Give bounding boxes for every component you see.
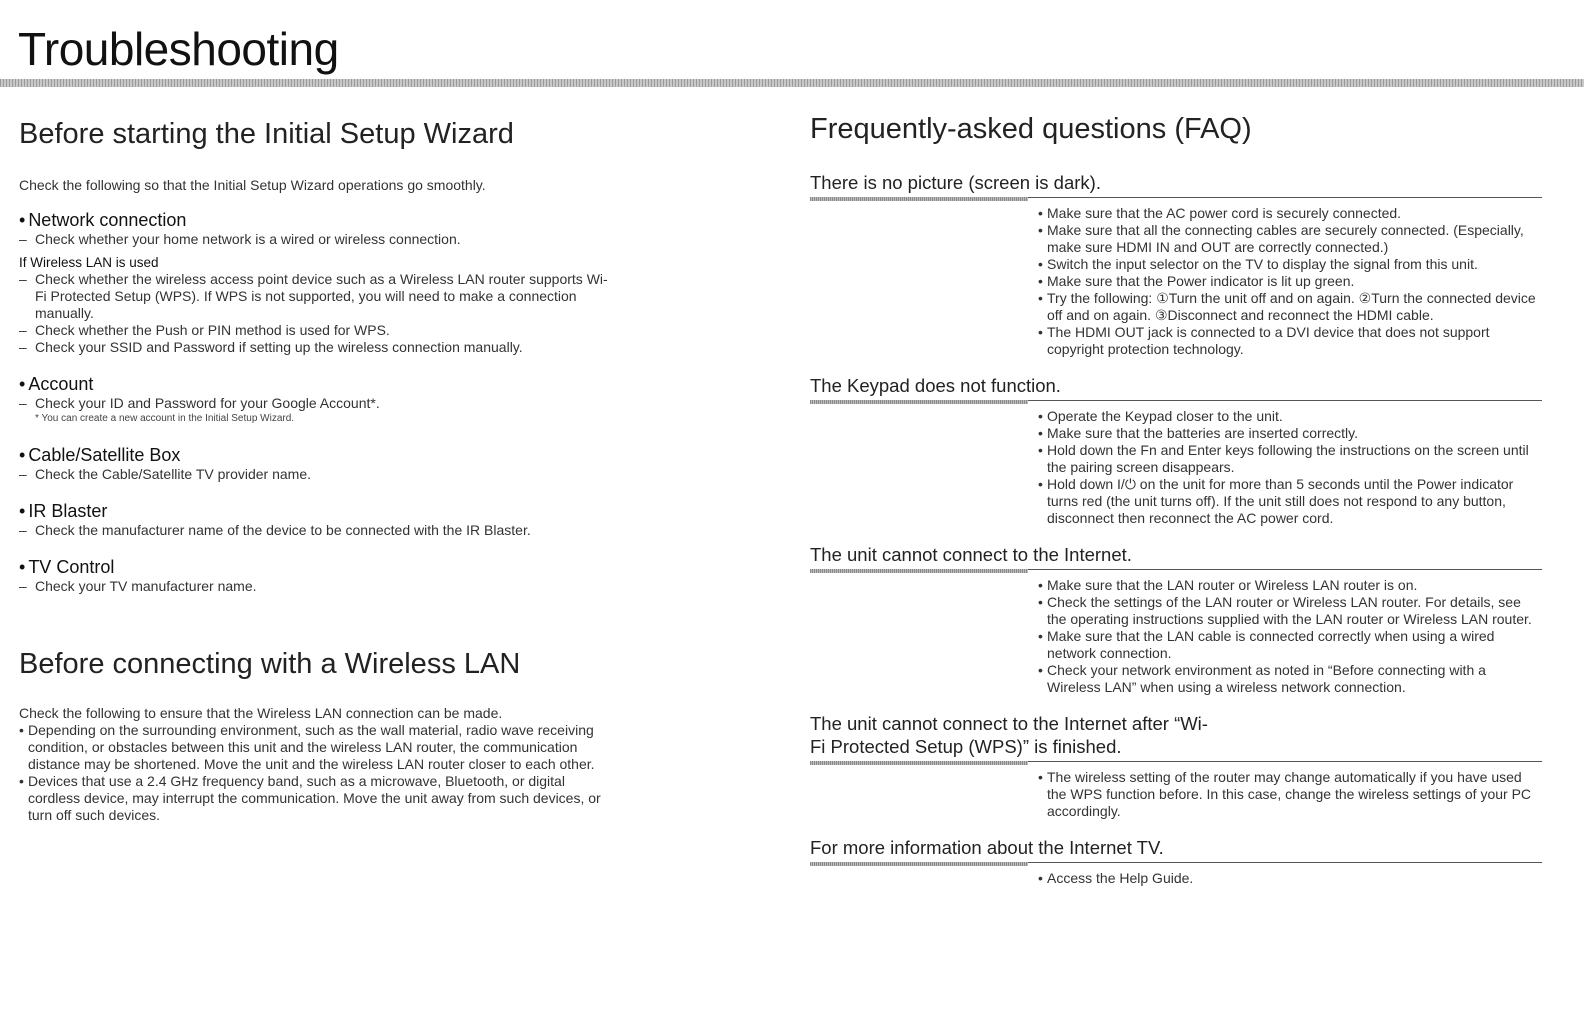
faq-answer: • Hold down I/⏻ on the unit for more than 5 seconds until the Power indicator turns red (the unit turns off). If the unit still does not respond to any button, disconnect then reconnect the AC power cord. — [1038, 476, 1542, 527]
faq-divider — [810, 569, 1542, 573]
wireless-note: • Depending on the surrounding environment, such as the wall material, radio wave receiving condition, or obstacles between this unit and the wireless LAN router, the communication distance may be shortened. Move the unit and the wireless LAN router closer to each other. — [19, 722, 609, 773]
faq-divider — [810, 862, 1542, 866]
faq-answer: • Make sure that the Power indicator is lit up green. — [1038, 273, 1542, 290]
account-section — [19, 373, 609, 426]
faq-divider — [810, 197, 1542, 201]
faq-answers — [1038, 577, 1542, 696]
setup-wizard-heading: Before starting the Initial Setup Wizard — [19, 118, 514, 150]
faq-question: The Keypad does not function. — [810, 375, 1061, 396]
tv-title: • TV Control — [19, 556, 609, 578]
account-item: – Check your ID and Password for your Google Account*. — [19, 395, 609, 412]
cable-title: • Cable/Satellite Box — [19, 444, 609, 466]
wireless-item: – Check whether the wireless access point device such as a Wireless LAN router supports Wi-Fi Protected Setup (WPS). If WPS is not supported, you will need to make a connection manually. — [19, 271, 609, 322]
faq-answers — [1038, 870, 1542, 887]
ir-title: • IR Blaster — [19, 500, 609, 522]
network-item: – Check whether your home network is a wired or wireless connection. — [19, 231, 609, 248]
faq-answer: • Hold down the Fn and Enter keys following the instructions on the screen until the pairing screen disappears. — [1038, 442, 1542, 476]
faq-answers — [1038, 408, 1542, 527]
wireless-item: – Check whether the Push or PIN method is used for WPS. — [19, 322, 609, 339]
wireless-item: – Check your SSID and Password if setting up the wireless connection manually. — [19, 339, 609, 356]
faq-answer: • Make sure that the batteries are inserted correctly. — [1038, 425, 1542, 442]
faq-answers — [1038, 769, 1542, 820]
wireless-intro: Check the following to ensure that the Wireless LAN connection can be made. — [19, 705, 503, 721]
faq-answer: • Try the following: ①Turn the unit off and on again. ②Turn the connected device off and on again. ③Disconnect and reconnect the HDMI cable. — [1038, 290, 1542, 324]
faq-answer: • Check the settings of the LAN router or Wireless LAN router. For details, see the operating instructions supplied with the LAN router or Wireless LAN router. — [1038, 594, 1542, 628]
faq-question: There is no picture (screen is dark). — [810, 172, 1101, 193]
faq-answer: • Make sure that the LAN router or Wireless LAN router is on. — [1038, 577, 1542, 594]
account-title: • Account — [19, 373, 609, 395]
faq-answer: • The wireless setting of the router may change automatically if you have used the WPS function before. In this case, change the wireless settings of your PC accordingly. — [1038, 769, 1542, 820]
faq-answer: • Switch the input selector on the TV to display the signal from this unit. — [1038, 256, 1542, 273]
tv-item: – Check your TV manufacturer name. — [19, 578, 609, 595]
faq-answer: • The HDMI OUT jack is connected to a DVI device that does not support copyright protection technology. — [1038, 324, 1542, 358]
faq-answer: • Make sure that the AC power cord is securely connected. — [1038, 205, 1542, 222]
wireless-subheading: If Wireless LAN is used — [19, 255, 159, 270]
faq-answers — [1038, 205, 1542, 358]
setup-intro: Check the following so that the Initial Setup Wizard operations go smoothly. — [19, 177, 486, 193]
network-section — [19, 209, 609, 356]
ir-section — [19, 500, 609, 539]
faq-question: For more information about the Internet TV. — [810, 837, 1164, 858]
network-title: • Network connection — [19, 209, 609, 231]
wireless-note: • Devices that use a 2.4 GHz frequency band, such as a microwave, Bluetooth, or digital cordless device, may interrupt the communication. Move the unit away from such devices, or turn off such devices. — [19, 773, 609, 824]
cable-section — [19, 444, 609, 483]
faq-divider — [810, 400, 1542, 404]
faq-divider — [810, 761, 1542, 765]
faq-group-keypad — [810, 374, 1542, 527]
faq-answer: • Operate the Keypad closer to the unit. — [1038, 408, 1542, 425]
faq-group-more-info — [810, 836, 1542, 887]
wireless-lan-heading: Before connecting with a Wireless LAN — [19, 648, 521, 680]
title-divider — [0, 79, 1584, 87]
faq-group-wps — [810, 712, 1542, 820]
tv-section — [19, 556, 609, 595]
account-footnote: * You can create a new account in the Initial Setup Wizard. — [35, 413, 295, 424]
faq-group-no-picture — [810, 171, 1542, 358]
faq-question: The unit cannot connect to the Internet. — [810, 544, 1132, 565]
page-title: Troubleshooting — [18, 23, 339, 75]
faq-answer: • Make sure that the LAN cable is connected correctly when using a wired network connection. — [1038, 628, 1542, 662]
faq-group-internet — [810, 543, 1542, 696]
faq-heading: Frequently-asked questions (FAQ) — [810, 113, 1252, 145]
faq-question: The unit cannot connect to the Internet after “Wi-Fi Protected Setup (WPS)” is finished. — [810, 713, 1208, 757]
left-column — [19, 118, 609, 824]
faq-answer: • Check your network environment as noted in “Before connecting with a Wireless LAN” when using a wireless network connection. — [1038, 662, 1542, 696]
cable-item: – Check the Cable/Satellite TV provider name. — [19, 466, 609, 483]
right-column — [810, 113, 1542, 887]
faq-answer: • Make sure that all the connecting cables are securely connected. (Especially, make sure HDMI IN and OUT are correctly connected.) — [1038, 222, 1542, 256]
faq-answer: • Access the Help Guide. — [1038, 870, 1542, 887]
ir-item: – Check the manufacturer name of the device to be connected with the IR Blaster. — [19, 522, 609, 539]
